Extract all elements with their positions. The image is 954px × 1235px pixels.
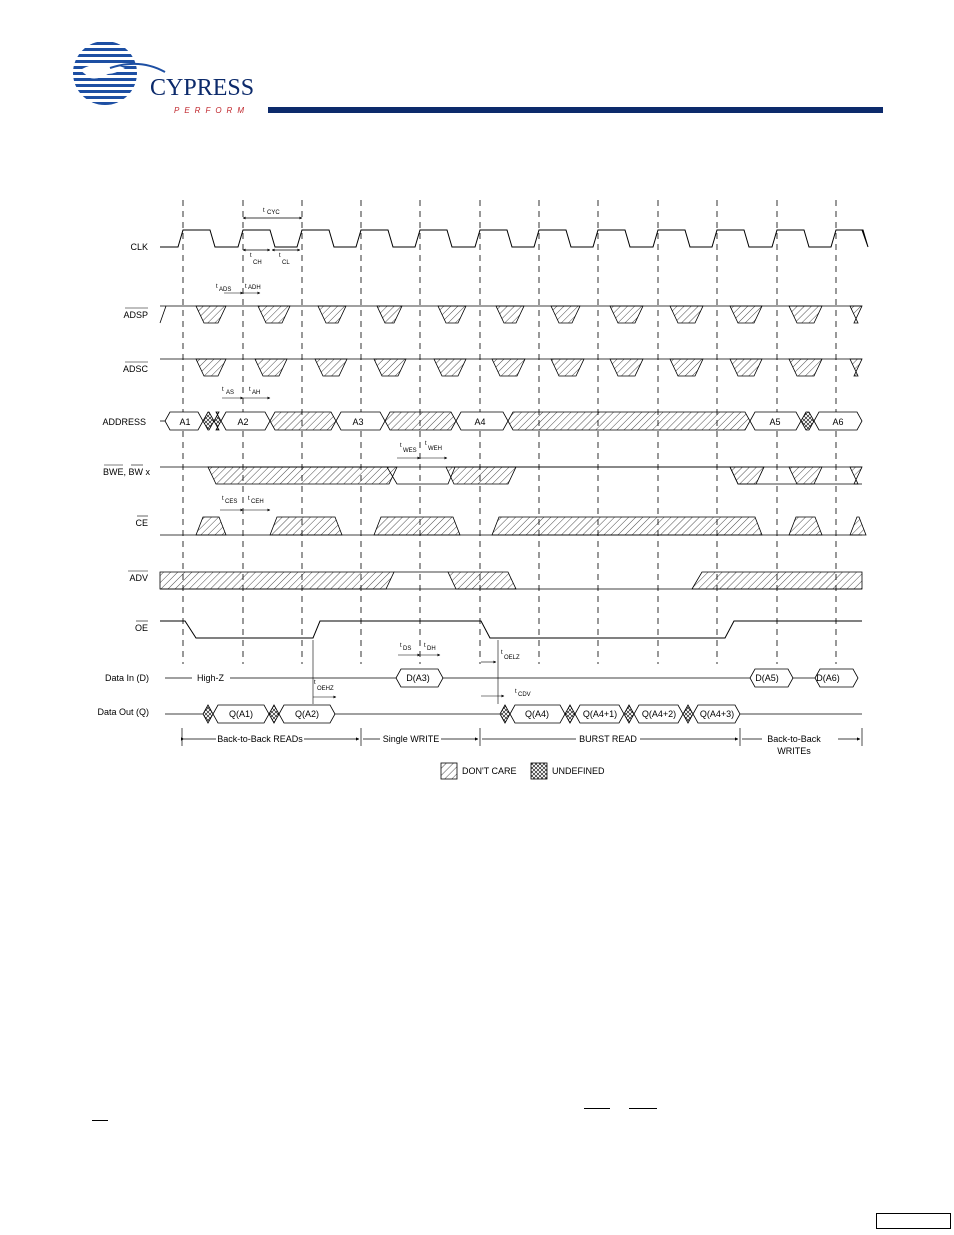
oe-waveform — [160, 621, 862, 638]
adsp-dont-care — [789, 306, 822, 323]
t-cl: CL — [282, 260, 290, 266]
adsp-dont-care — [377, 306, 402, 323]
svg-text:t: t — [314, 680, 316, 686]
adsp-dont-care — [496, 306, 524, 323]
adsp-dont-care — [670, 306, 703, 323]
adv-dont-care — [692, 572, 862, 589]
t-ceh: CEH — [251, 499, 264, 505]
t-oehz: OEHZ — [317, 686, 334, 692]
ce-dont-care — [492, 517, 762, 535]
label-data-out: Data Out (Q) — [97, 707, 149, 717]
timing-diagram — [0, 190, 954, 790]
t-as: AS — [226, 390, 235, 396]
page-number-box — [876, 1213, 951, 1229]
bwe-dont-care — [208, 467, 397, 484]
signal-labels — [97, 242, 150, 717]
ce-dont-care — [374, 517, 460, 535]
label-bwe: BWE, BW x — [103, 467, 150, 477]
t-ads: ADS — [219, 287, 232, 293]
ce-dont-care — [850, 517, 866, 535]
phase-back-writes-2: WRITEs — [777, 746, 811, 756]
adsc-dont-care — [492, 359, 525, 376]
adsc-dont-care — [434, 359, 466, 376]
t-cdv: CDV — [518, 692, 531, 698]
adsc-dont-care — [850, 359, 862, 376]
legend-undefined: UNDEFINED — [552, 766, 605, 776]
addr-a3: A3 — [352, 417, 364, 427]
brand-tagline: PERFORM — [174, 106, 249, 115]
legend-dont-care: DON'T CARE — [462, 766, 517, 776]
t-oelz: OELZ — [504, 655, 520, 661]
address-bus — [160, 412, 862, 430]
dout-q43: Q(A4+3) — [699, 709, 735, 719]
t-ces: CES — [225, 499, 238, 505]
dout-q41: Q(A4+1) — [582, 709, 618, 719]
adsc-dont-care — [551, 359, 584, 376]
svg-text:t: t — [222, 387, 224, 393]
brand-name: CYPRESS — [150, 75, 255, 101]
addr-dont-care — [508, 412, 750, 430]
adsp-dont-care — [318, 306, 346, 323]
svg-text:t: t — [424, 643, 426, 649]
adsc-dont-care — [730, 359, 762, 376]
dout-q1: Q(A1) — [228, 709, 254, 719]
addr-a5: A5 — [769, 417, 781, 427]
t-dh: DH — [427, 646, 436, 652]
ce-waveform — [160, 517, 866, 535]
clk-waveform — [160, 230, 868, 247]
adsp-dont-care — [551, 306, 580, 323]
addr-dont-care — [270, 412, 336, 430]
data-in-bus — [165, 669, 858, 687]
svg-text:t: t — [222, 496, 224, 502]
overbar-mark — [92, 1120, 108, 1121]
din-d3: D(A3) — [406, 673, 430, 683]
addr-undefined — [801, 412, 814, 430]
timing-labels — [216, 208, 531, 698]
adsp-edge — [160, 306, 166, 323]
addr-undefined — [214, 412, 221, 430]
label-address: ADDRESS — [102, 417, 146, 427]
t-ah: AH — [252, 390, 261, 396]
phase-back-reads: Back-to-Back READs — [217, 734, 303, 744]
adsp-dont-care — [438, 306, 466, 323]
dout-q4: Q(A4) — [524, 709, 550, 719]
page-header — [0, 0, 954, 130]
cypress-logo — [70, 40, 260, 115]
bwe-dont-care — [850, 467, 862, 484]
t-adh: ADH — [248, 285, 261, 291]
overbar-mark — [584, 1108, 610, 1109]
addr-a6: A6 — [832, 417, 844, 427]
label-adsp: ADSP — [123, 310, 148, 320]
label-ce: CE — [135, 518, 148, 528]
t-ch: CH — [253, 260, 262, 266]
addr-a4: A4 — [474, 417, 486, 427]
addr-dont-care — [385, 412, 456, 430]
label-data-in: Data In (D) — [104, 673, 149, 683]
ce-dont-care — [270, 517, 342, 535]
adsp-dont-care — [730, 306, 762, 323]
din-highz: High-Z — [197, 673, 225, 683]
dout-q2: Q(A2) — [294, 709, 320, 719]
data-out-bus — [165, 705, 862, 723]
bwe-dont-care — [789, 467, 822, 484]
svg-text:t: t — [248, 496, 250, 502]
legend-undefined-swatch — [531, 763, 547, 779]
adsc-dont-care — [255, 359, 287, 376]
adsc-dont-care — [789, 359, 822, 376]
svg-text:t: t — [245, 284, 247, 290]
svg-text:t: t — [425, 441, 427, 447]
adsc-dont-care — [196, 359, 226, 376]
dout-q42: Q(A4+2) — [641, 709, 677, 719]
bwe-waveform — [160, 467, 862, 484]
svg-text:t: t — [263, 208, 265, 214]
adsp-dont-care — [196, 306, 226, 323]
t-weh: WEH — [428, 446, 442, 452]
din-d6: D(A6) — [816, 673, 840, 683]
phase-single-write: Single WRITE — [382, 734, 440, 744]
adv-dont-care — [160, 572, 394, 589]
t-cyc: CYC — [267, 210, 280, 216]
svg-text:t: t — [216, 284, 218, 290]
adv-dont-care — [448, 572, 516, 589]
bwe-dont-care — [730, 467, 764, 484]
ce-dont-care — [789, 517, 822, 535]
adsp-waveform — [160, 306, 862, 323]
addr-undefined — [203, 412, 214, 430]
phase-back-writes-1: Back-to-Back — [767, 734, 821, 744]
svg-text:t: t — [400, 443, 402, 449]
adsp-dont-care — [850, 306, 862, 323]
bwe-dont-care — [446, 467, 516, 484]
header-rule — [268, 107, 883, 113]
addr-a2: A2 — [237, 417, 249, 427]
svg-text:t: t — [515, 689, 517, 695]
label-adsc: ADSC — [122, 364, 148, 374]
phase-labels — [217, 734, 821, 756]
legend — [441, 763, 605, 779]
addr-a1: A1 — [179, 417, 191, 427]
label-oe: OE — [134, 623, 148, 633]
phase-burst-read: BURST READ — [579, 734, 637, 744]
adsc-dont-care — [374, 359, 406, 376]
svg-text:t: t — [249, 387, 251, 393]
ce-dont-care — [196, 517, 226, 535]
adsc-dont-care — [670, 359, 703, 376]
t-ds: DS — [403, 646, 412, 652]
legend-dont-care-swatch — [441, 763, 457, 779]
adv-waveform — [160, 572, 862, 589]
clock-guides — [183, 200, 836, 664]
t-wes: WES — [403, 448, 417, 454]
adsp-dont-care — [610, 306, 643, 323]
din-d5: D(A5) — [755, 673, 779, 683]
svg-text:t: t — [501, 650, 503, 656]
overbar-mark — [629, 1108, 657, 1109]
adsp-dont-care — [258, 306, 290, 323]
label-adv: ADV — [129, 573, 148, 583]
svg-text:t: t — [279, 253, 281, 259]
adsc-dont-care — [315, 359, 347, 376]
timing-annotations — [220, 218, 504, 704]
adsc-dont-care — [610, 359, 643, 376]
svg-text:t: t — [400, 643, 402, 649]
adsc-waveform — [160, 359, 862, 376]
svg-text:t: t — [250, 253, 252, 259]
label-clk: CLK — [130, 242, 148, 252]
